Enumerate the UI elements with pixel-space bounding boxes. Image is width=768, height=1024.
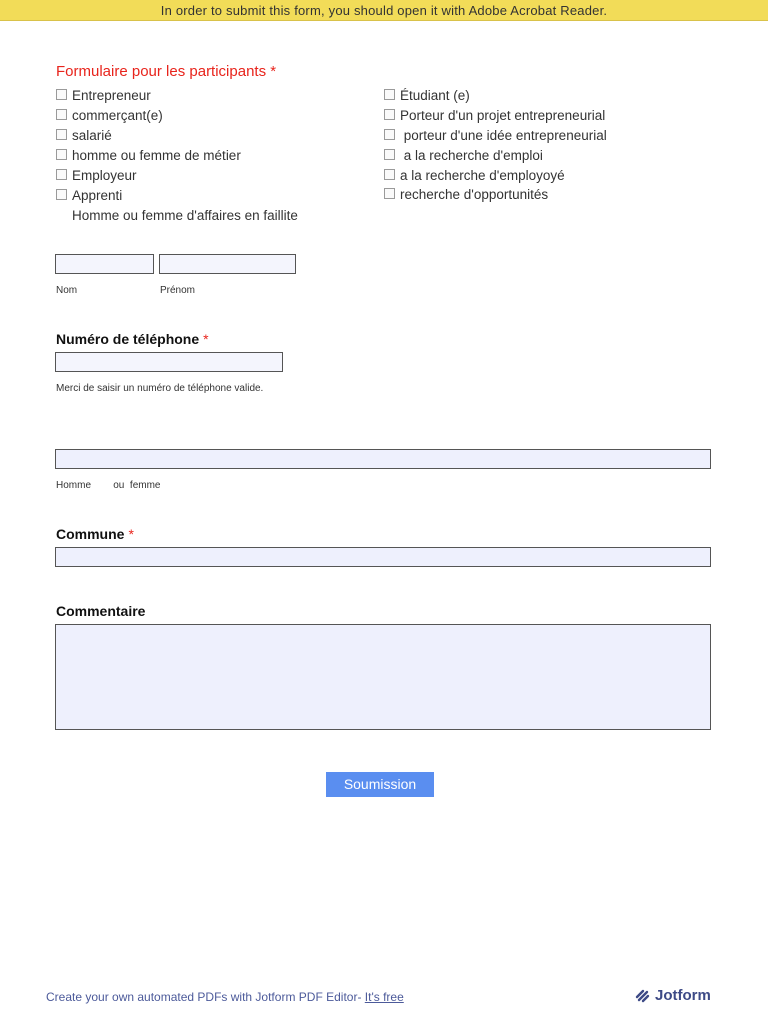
- checkbox-recherche-employe[interactable]: [384, 167, 565, 185]
- comment-textarea[interactable]: [55, 624, 711, 730]
- checkbox-label: Entrepreneur: [72, 88, 151, 103]
- checkbox-porteur-projet[interactable]: [384, 107, 605, 125]
- checkbox-employeur[interactable]: [56, 167, 137, 185]
- checkbox-label: homme ou femme de métier: [72, 148, 241, 163]
- last-name-input[interactable]: [159, 254, 296, 274]
- checkbox-etudiant[interactable]: [384, 87, 470, 105]
- jotform-brand-text: Jotform: [655, 987, 711, 1004]
- checkbox-salarie[interactable]: [56, 127, 112, 145]
- checkbox-label: Employeur: [72, 168, 137, 183]
- commune-input[interactable]: [55, 547, 711, 567]
- checkbox-porteur-idee[interactable]: [384, 127, 607, 145]
- checkbox-label: a la recherche d'emploi: [400, 148, 543, 163]
- gender-input[interactable]: [55, 449, 711, 469]
- checkbox-box[interactable]: [56, 189, 67, 200]
- checkbox-box[interactable]: [384, 129, 395, 140]
- comment-label: Commentaire: [56, 603, 146, 619]
- phone-input[interactable]: [55, 352, 283, 372]
- jotform-brand[interactable]: [635, 987, 711, 1004]
- checkbox-label: recherche d'opportunités: [400, 187, 549, 202]
- checkbox-box[interactable]: [384, 89, 395, 100]
- checkbox-box[interactable]: [56, 89, 67, 100]
- checkbox-box[interactable]: [384, 188, 395, 199]
- checkbox-box[interactable]: [384, 109, 395, 120]
- checkbox-label: Porteur d'un projet entrepreneurial: [400, 108, 606, 123]
- checkbox-box[interactable]: [56, 169, 67, 180]
- commune-required-mark: *: [128, 526, 134, 542]
- phone-label: [56, 331, 209, 347]
- checkbox-label: commerçant(e): [72, 108, 163, 123]
- footer-message: Create your own automated PDFs with Jotform PDF Editor-: [46, 990, 365, 1004]
- checkbox-commercant[interactable]: [56, 107, 163, 125]
- last-name-sublabel: Prénom: [160, 285, 196, 296]
- checkbox-label: Apprenti: [72, 188, 123, 203]
- jotform-logo-icon: [635, 987, 651, 1003]
- checkbox-label: porteur d'une idée entrepreneurial: [400, 128, 607, 143]
- checkbox-box[interactable]: [56, 149, 67, 160]
- phone-hint: Merci de saisir un numéro de téléphone valide.: [56, 383, 264, 394]
- form-title: Formulaire pour les participants *: [56, 63, 277, 80]
- submit-button[interactable]: Soumission: [326, 772, 434, 797]
- commune-label-text: Commune: [56, 526, 125, 542]
- checkbox-label: salarié: [72, 128, 112, 143]
- checkbox-box[interactable]: [384, 149, 395, 160]
- adobe-notice-banner: In order to submit this form, you should open it with Adobe Acrobat Reader.: [0, 0, 768, 21]
- gender-sublabel: Homme ou femme: [56, 480, 161, 491]
- option-faillite-text: Homme ou femme d'affaires en faillite: [72, 208, 298, 223]
- checkbox-box[interactable]: [384, 169, 395, 180]
- first-name-input[interactable]: [55, 254, 154, 274]
- phone-label-text: Numéro de téléphone: [56, 331, 200, 347]
- checkbox-opportunites[interactable]: [384, 186, 548, 204]
- footer-text: [46, 990, 404, 1004]
- commune-label: [56, 526, 134, 542]
- checkbox-box[interactable]: [56, 109, 67, 120]
- checkbox-entrepreneur[interactable]: [56, 87, 151, 105]
- checkbox-label: Étudiant (e): [400, 88, 470, 103]
- first-name-sublabel: Nom: [56, 285, 78, 296]
- checkbox-apprenti[interactable]: [56, 187, 122, 205]
- checkbox-box[interactable]: [56, 129, 67, 140]
- checkbox-label: a la recherche d'employoyé: [400, 168, 565, 183]
- footer-free-link[interactable]: It's free: [364, 990, 404, 1004]
- checkbox-recherche-emploi[interactable]: [384, 147, 543, 165]
- checkbox-metier[interactable]: [56, 147, 241, 165]
- phone-required-mark: *: [203, 331, 209, 347]
